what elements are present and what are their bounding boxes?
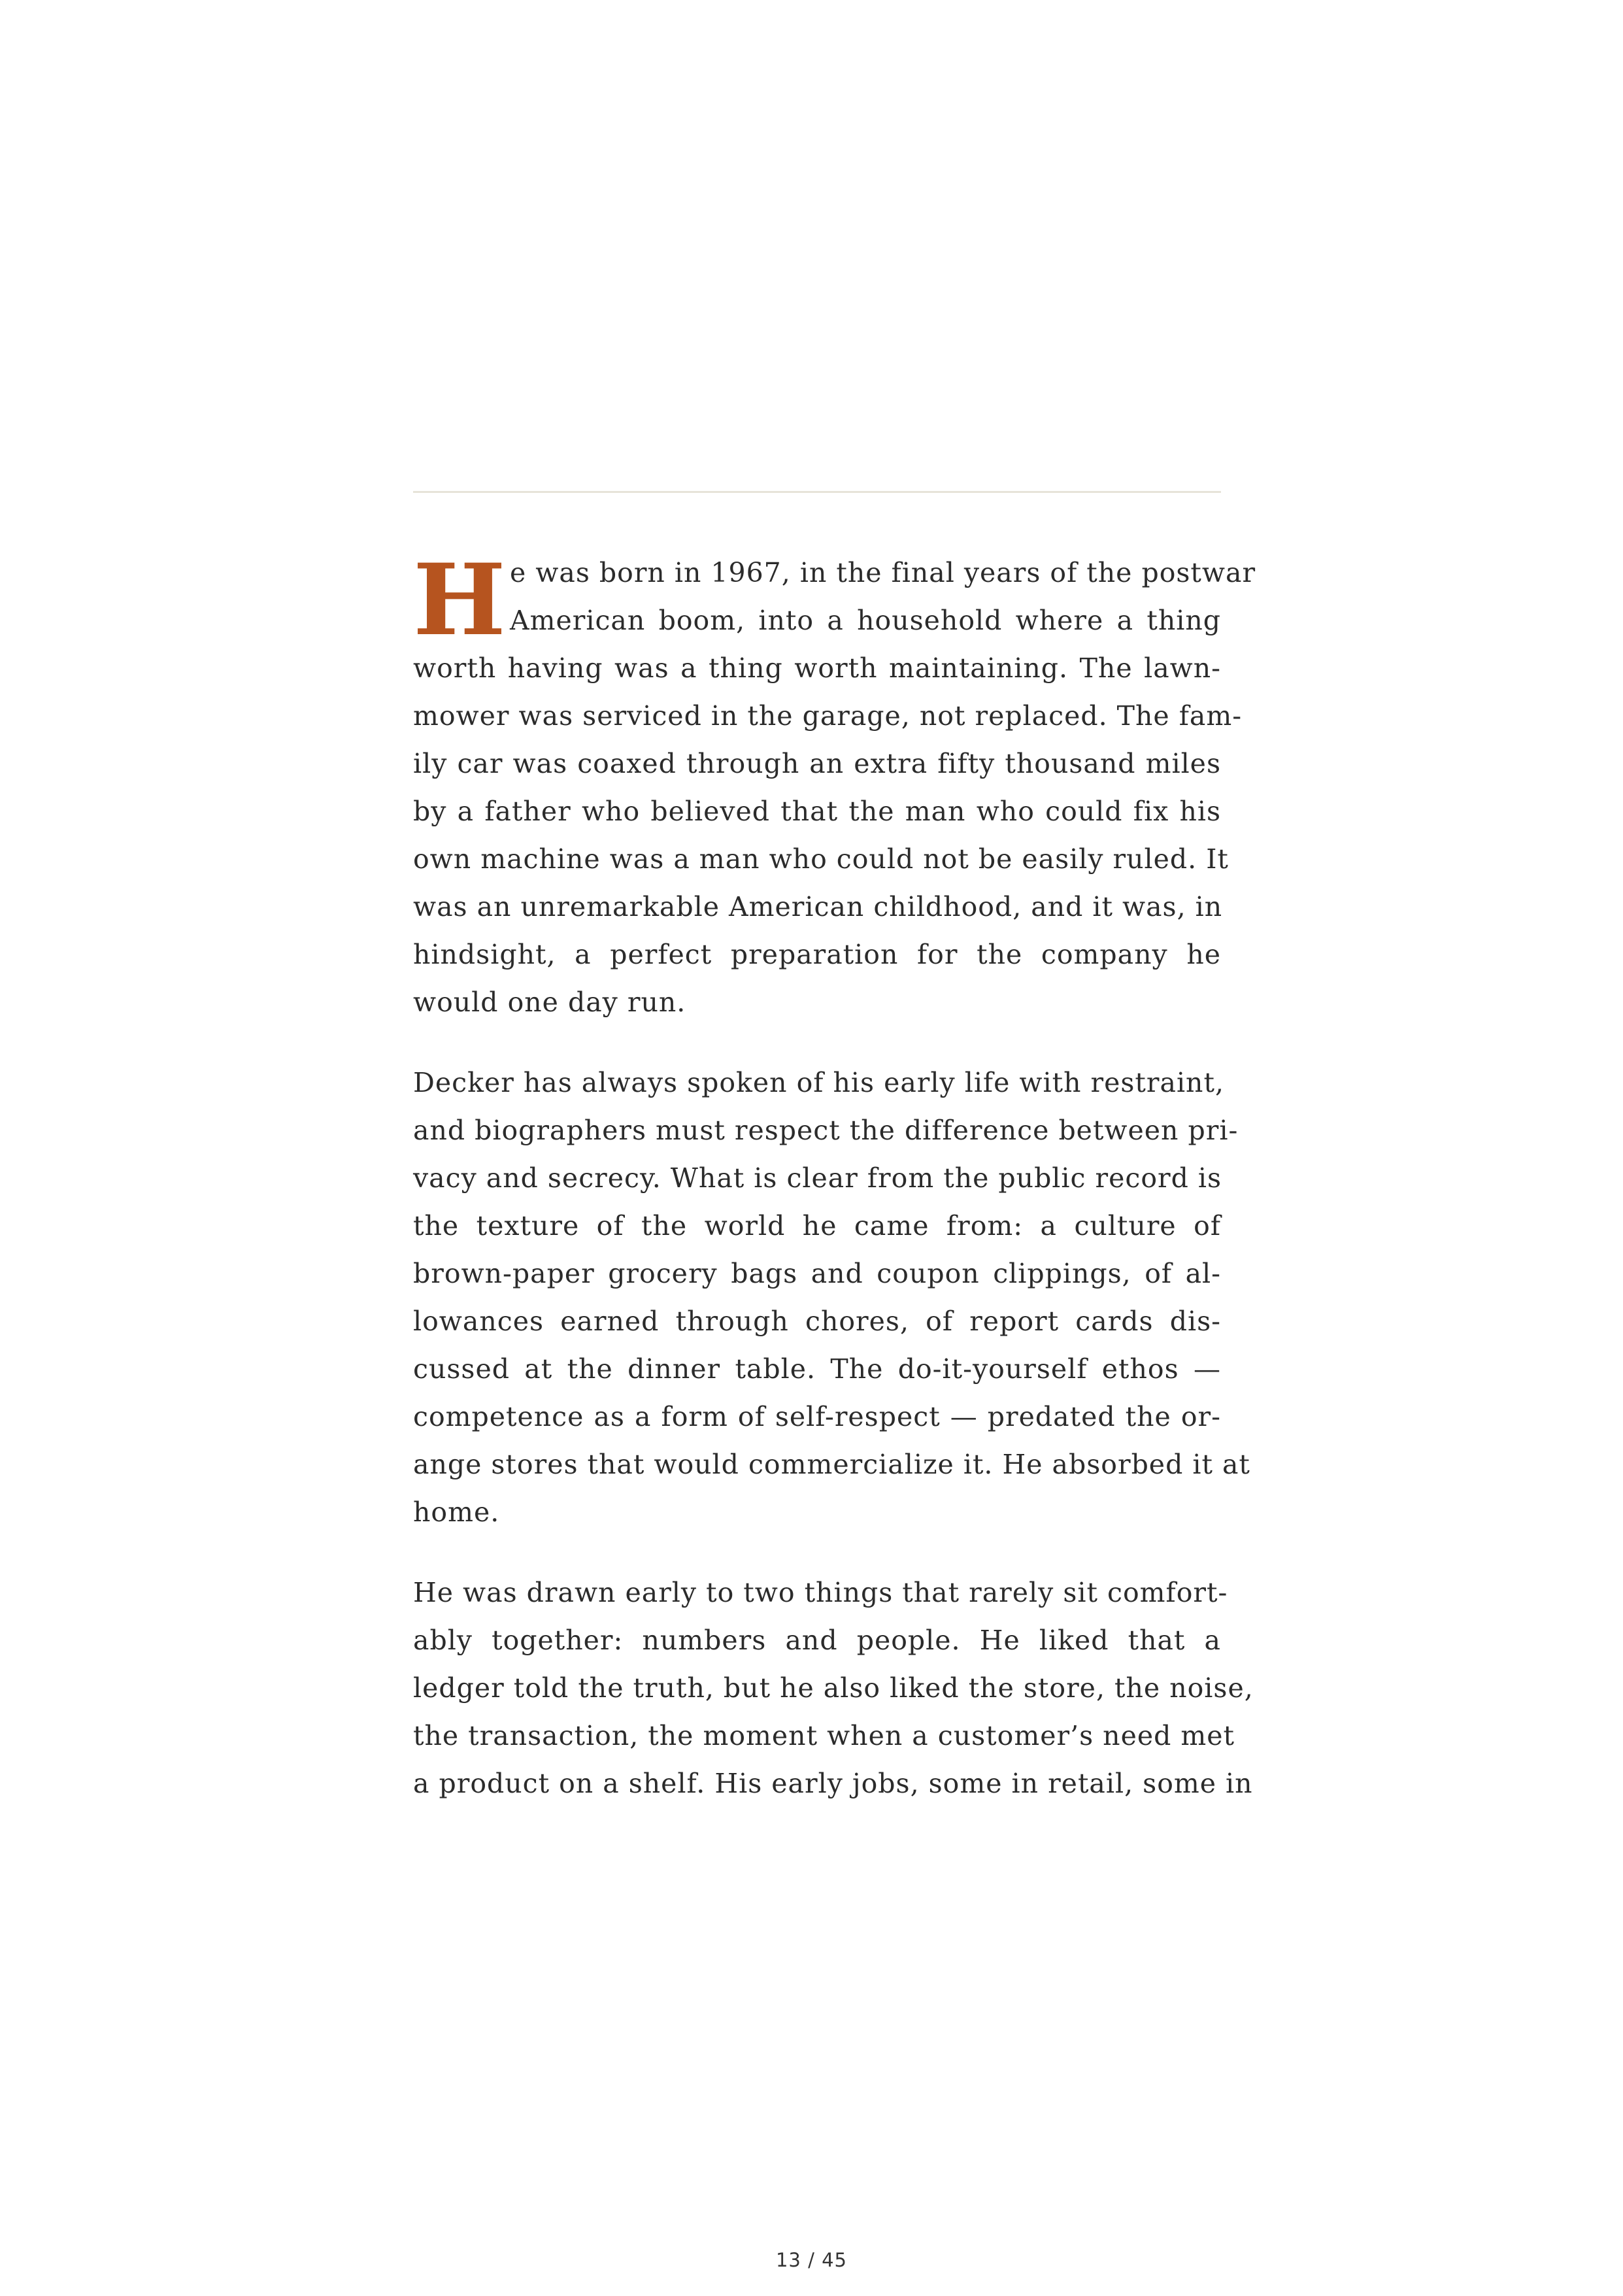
text-line: ably together: numbers and people. He liked that a	[413, 1625, 1221, 1656]
header-rule	[413, 491, 1221, 493]
text-line: the texture of the world he came from: a culture of	[413, 1210, 1221, 1241]
paragraph-gap	[413, 1026, 1221, 1059]
text-line: competence as a form of self-respect — predated the or-	[413, 1401, 1221, 1432]
paragraph	[413, 543, 1256, 1026]
text-line: by a father who believed that the man who could fix his	[413, 796, 1221, 827]
paragraph	[413, 1059, 1250, 1536]
text-line: brown-paper grocery bags and coupon clippings, of al-	[413, 1258, 1221, 1289]
text-line: a product on a shelf. His early jobs, some in retail, some in	[413, 1768, 1253, 1799]
text-line: ange stores that would commercialize it. He absorbed it at	[413, 1449, 1250, 1480]
text-line: e was born in 1967, in the final years of the postwar	[510, 557, 1256, 588]
body-text	[413, 543, 1256, 1808]
text-line: worth having was a thing worth maintaining. The lawn-	[413, 652, 1221, 684]
text-line: Decker has always spoken of his early life with restraint,	[413, 1067, 1224, 1098]
text-line: and biographers must respect the difference between pri-	[413, 1115, 1239, 1146]
paragraph-gap	[413, 1536, 1221, 1569]
drop-cap: H	[413, 543, 506, 658]
text-line: hindsight, a perfect preparation for the company he	[413, 939, 1221, 970]
text-line: ily car was coaxed through an extra fifty thousand miles	[413, 748, 1221, 779]
text-line: home.	[413, 1496, 500, 1528]
paragraph	[413, 1569, 1254, 1808]
text-line: would one day run.	[413, 987, 686, 1018]
text-line: cussed at the dinner table. The do-it-yourself ethos —	[413, 1353, 1221, 1385]
text-line: mower was serviced in the garage, not replaced. The fam-	[413, 700, 1243, 732]
text-line: lowances earned through chores, of report cards dis-	[413, 1306, 1221, 1337]
text-line: the transaction, the moment when a customer’s need met	[413, 1720, 1235, 1751]
text-line: ledger told the truth, but he also liked the store, the noise,	[413, 1672, 1254, 1704]
text-line: He was drawn early to two things that rarely sit comfort-	[413, 1577, 1228, 1608]
text-line: own machine was a man who could not be easily ruled. It	[413, 843, 1229, 875]
text-line: American boom, into a household where a thing	[510, 605, 1221, 636]
text-line: was an unremarkable American childhood, and it was, in	[413, 891, 1223, 922]
page-number: 13 / 45	[775, 2249, 847, 2271]
text-line: vacy and secrecy. What is clear from the public record is	[413, 1162, 1222, 1194]
